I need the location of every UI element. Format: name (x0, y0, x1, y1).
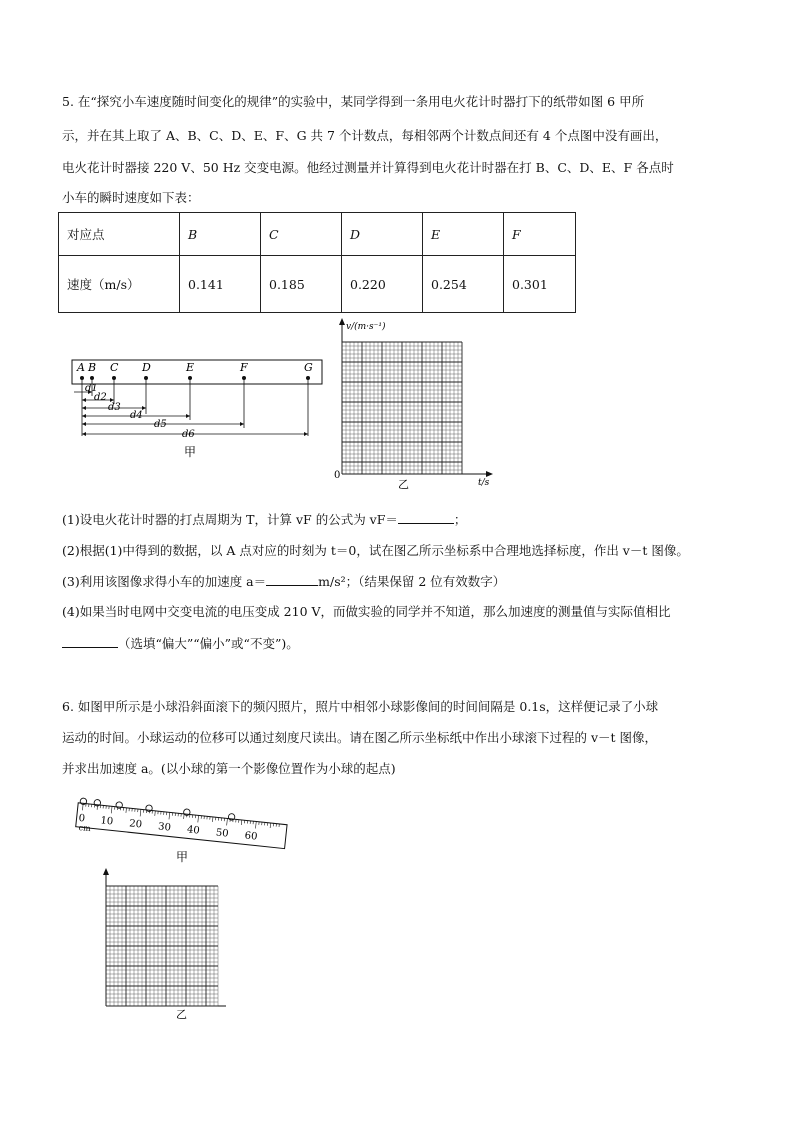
q5-intro-line-4: 小车的瞬时速度如下表： (62, 190, 200, 205)
tape-label: A (77, 361, 85, 374)
y-axis-label: v/(m·s⁻¹) (346, 322, 386, 332)
tape-label: C (110, 361, 119, 374)
distance-labels (85, 383, 195, 440)
q5-sub4-line1: (4)如果当时电网中交变电流的电压变成 210 V，而做实验的同学并不知道，那么加速度的测量值与实际值相比 (62, 604, 671, 619)
q6-line-2: 运动的时间。小球运动的位移可以通过刻度尺读出。请在图乙所示坐标纸中作出小球滚下过程的 v－t 图像， (62, 730, 658, 745)
answer-blank[interactable] (266, 585, 318, 586)
tape-figure (60, 350, 330, 465)
tape-dots (80, 376, 310, 380)
q6-grid-figure (96, 866, 231, 1022)
table-header-cell: C (261, 213, 342, 256)
tape-dot-d (144, 376, 148, 380)
tape-label: G (304, 361, 313, 374)
table-row (59, 256, 576, 313)
q5-sub1: (1)设电火花计时器的打点周期为 T，计算 vF 的公式为 vF＝ ； (62, 512, 467, 527)
table-header-cell: F (504, 213, 576, 256)
distance-label: d3 (108, 402, 121, 413)
table-header-cell: 对应点 (59, 213, 180, 256)
tape-dot-b (90, 376, 94, 380)
answer-blank[interactable] (398, 523, 454, 524)
distance-label: d2 (94, 392, 107, 403)
tape-dot-c (112, 376, 116, 380)
q5-sub2: (2)根据(1)中得到的数据，以 A 点对应的时刻为 t＝0，试在图乙所示坐标系中合理地选择标度，作出 v－t 图像。 (62, 543, 689, 558)
tape-point-labels (76, 361, 313, 374)
table-header-cell: E (423, 213, 504, 256)
tape-dot-a (80, 376, 84, 380)
tape-label: F (240, 361, 248, 374)
ruler-number: 30 (157, 821, 172, 834)
tape-caption: 甲 (184, 445, 197, 459)
table-row-label: 速度（m/s） (59, 256, 180, 313)
velocity-table (58, 212, 576, 313)
tape-dot-f (242, 376, 246, 380)
grid-paper (342, 342, 462, 474)
grid-caption: 乙 (176, 1008, 187, 1021)
distance-label: d6 (182, 429, 195, 440)
tape-dot-e (188, 376, 192, 380)
table-header-row (59, 213, 576, 256)
q5-sub3: (3)利用该图像求得小车的加速度 a＝ m/s²；（结果保留 2 位有效数字） (62, 574, 506, 589)
q6-line-3: 并求出加速度 a。(以小球的第一个影像位置作为小球的起点) (62, 761, 396, 776)
tape-dot-g (306, 376, 310, 380)
tape-label: D (142, 361, 151, 374)
ruler-figure (70, 795, 300, 865)
table-header-cell: B (180, 213, 261, 256)
ruler-unit: cm (78, 823, 92, 834)
table-cell: 0.220 (342, 256, 423, 313)
tape-label: E (186, 361, 195, 374)
x-axis-label: t/s (478, 478, 490, 488)
distance-label: d1 (85, 383, 98, 394)
q5-intro-line-1: 5. 在“探究小车速度随时间变化的规律”的实验中，某同学得到一条用电火花计时器打下的纸带如图 6 甲所 (62, 94, 645, 109)
ruler-number: 0 (78, 812, 86, 825)
ruler-number: 60 (244, 830, 258, 843)
table-cell: 0.141 (180, 256, 261, 313)
origin-label: 0 (334, 470, 341, 481)
answer-blank[interactable] (62, 647, 118, 648)
table-cell: 0.301 (504, 256, 576, 313)
tape-label: B (88, 361, 97, 374)
grid-paper (106, 886, 218, 1006)
distance-label: d5 (154, 419, 167, 430)
q5-grid-figure (330, 318, 500, 490)
ruler-caption: 甲 (176, 850, 189, 864)
table-header-cell: D (342, 213, 423, 256)
grid-caption: 乙 (398, 478, 409, 490)
ruler-number: 50 (215, 827, 230, 840)
ruler-number: 10 (99, 815, 114, 828)
ruler-number: 20 (128, 818, 143, 831)
q6-line-1: 6. 如图甲所示是小球沿斜面滚下的频闪照片，照片中相邻小球影像间的时间间隔是 0.1s，这样便记录了小球 (62, 699, 659, 714)
q5-intro-line-2: 示，并在其上取了 A、B、C、D、E、F、G 共 7 个计数点，每相邻两个计数点间还有 4 个点图中没有画出， (62, 128, 668, 143)
distance-label: d4 (130, 410, 143, 421)
table-cell: 0.254 (423, 256, 504, 313)
ruler-number: 40 (186, 824, 201, 837)
q5-sub4-line2: （选填“偏大”“偏小”或“不变”)。 (62, 634, 299, 652)
q5-intro-line-3: 电火花计时器接 220 V、50 Hz 交变电源。他经过测量并计算得到电火花计时器在打 B、C、D、E、F 各点时 (62, 160, 674, 175)
ruler (75, 798, 287, 854)
table-cell: 0.185 (261, 256, 342, 313)
